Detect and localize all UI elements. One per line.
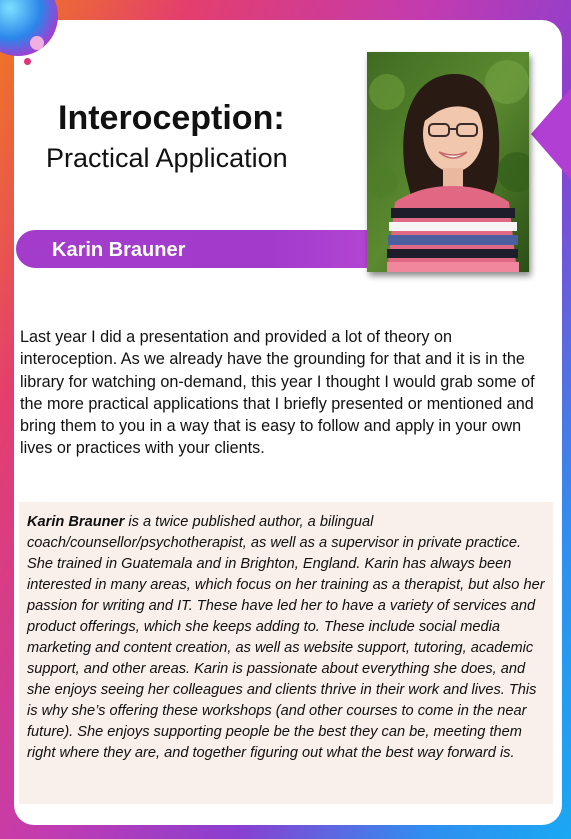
page-subtitle: Practical Application <box>46 143 288 173</box>
portrait-illustration <box>367 52 529 272</box>
intro-paragraph: Last year I did a presentation and provided a lot of theory on interoception. As we already have the grounding for that and it is in the library for watching on-demand, this year I thought I would grab some of the more practical applications that I briefly presented or mentioned and bring them to you in a way that is easy to follow and apply in your own lives or practices with your clients. <box>20 328 535 458</box>
bio-paragraph <box>27 512 547 764</box>
decorative-dot <box>24 58 31 65</box>
presenter-photo <box>367 52 529 272</box>
decorative-triangle <box>531 88 571 180</box>
presenter-name: Karin Brauner <box>52 239 186 261</box>
bio-text: is a twice published author, a bilingual coach/counsellor/psychotherapist, as well as a supervisor in private practice. She trained in Guatemala and in Brighton, England. Karin has always been interested in many areas, which focus on her training as a therapist, but also her passion for writing and IT. These have led her to have a variety of services and product offerings, which she keeps adding to. These include social media marketing and content creation, as well as website support, tutoring, academic support, and other areas. Karin is passionate about everything she does, and she enjoys seeing her colleagues and clients thrive in their work and lives. This is why she’s offering these workshops (and other courses to come in the near future). She enjoys supporting people be the best they can be, meeting them right where they are, and together figuring out what the best way forward is. <box>27 514 545 761</box>
page-title: Interoception: <box>58 99 285 137</box>
bio-name: Karin Brauner <box>27 514 125 530</box>
decorative-dot <box>30 36 44 50</box>
